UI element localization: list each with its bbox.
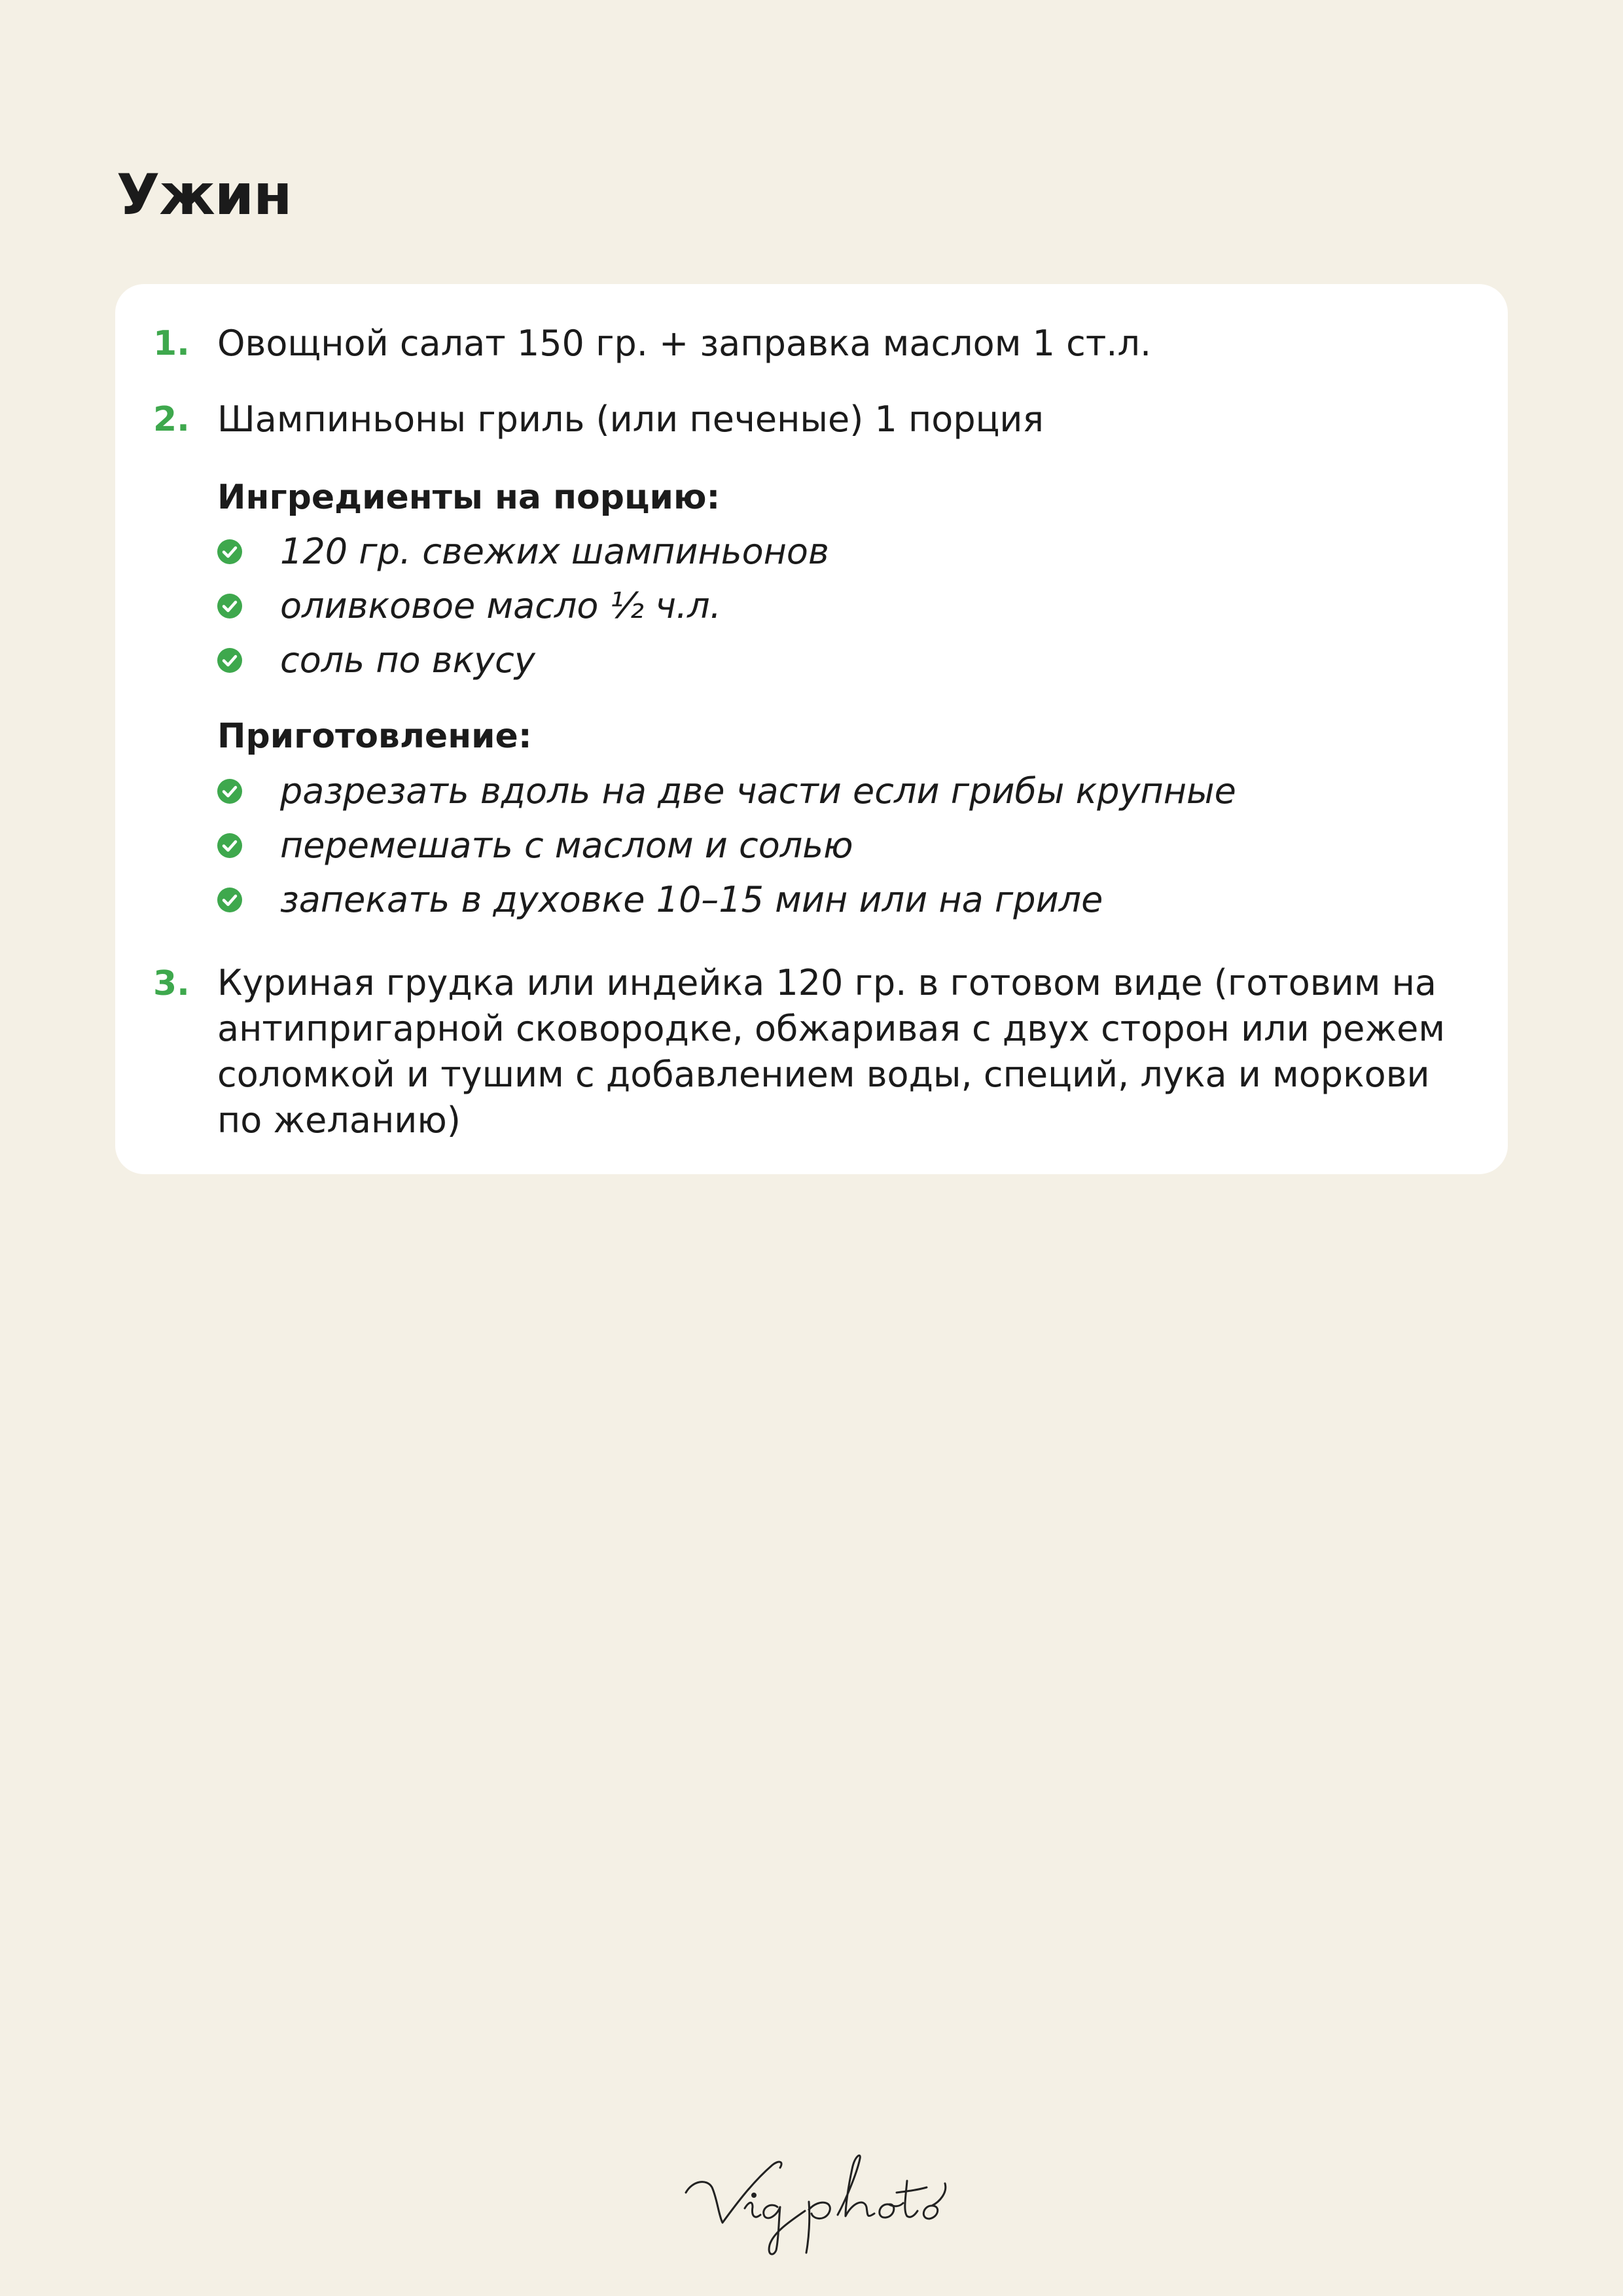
ingredient-text: 120 гр. свежих шампиньонов [280, 531, 829, 572]
preparation-step [217, 822, 853, 869]
preparation-text: запекать в духовке 10–15 мин или на гриле [280, 879, 1103, 920]
item-text-3-line: антипригарной сковородке, обжаривая с двух сторон или режем [217, 1008, 1446, 1049]
check-icon [217, 833, 242, 858]
item-text-3-line: по желанию) [217, 1100, 461, 1141]
page-title: Ужин [116, 162, 292, 228]
item-text-3-line: соломкой и тушим с добавлением воды, специй, лука и моркови [217, 1054, 1430, 1095]
preparation-heading: Приготовление: [217, 717, 532, 756]
ingredient-item [217, 583, 721, 630]
item-number-2: 2. [153, 400, 190, 439]
item-text-3 [217, 960, 1445, 1143]
check-icon [217, 779, 242, 804]
preparation-text: разрезать вдоль на две части если грибы крупные [280, 770, 1236, 812]
check-icon [217, 648, 242, 673]
ingredient-text: соль по вкусу [280, 639, 535, 681]
ingredients-heading: Ингредиенты на порцию: [217, 478, 721, 517]
item-number-3: 3. [153, 964, 190, 1003]
ingredient-item [217, 637, 535, 684]
item-text-3-line: Куриная грудка или индейка 120 гр. в готовом виде (готовим на [217, 962, 1437, 1003]
ingredient-text: оливковое масло ½ ч.л. [280, 585, 721, 626]
item-text-1: Овощной салат 150 гр. + заправка маслом 1 ст.л. [217, 323, 1152, 364]
item-text-2: Шампиньоны гриль (или печеные) 1 порция [217, 399, 1044, 440]
preparation-text: перемешать с маслом и солью [280, 825, 853, 866]
item-number-1: 1. [153, 324, 190, 363]
check-icon [217, 888, 242, 912]
signature-logo [681, 2147, 955, 2258]
preparation-step [217, 768, 1236, 815]
check-icon [217, 594, 242, 619]
preparation-step [217, 876, 1103, 924]
check-icon [217, 539, 242, 564]
ingredient-item [217, 528, 829, 575]
